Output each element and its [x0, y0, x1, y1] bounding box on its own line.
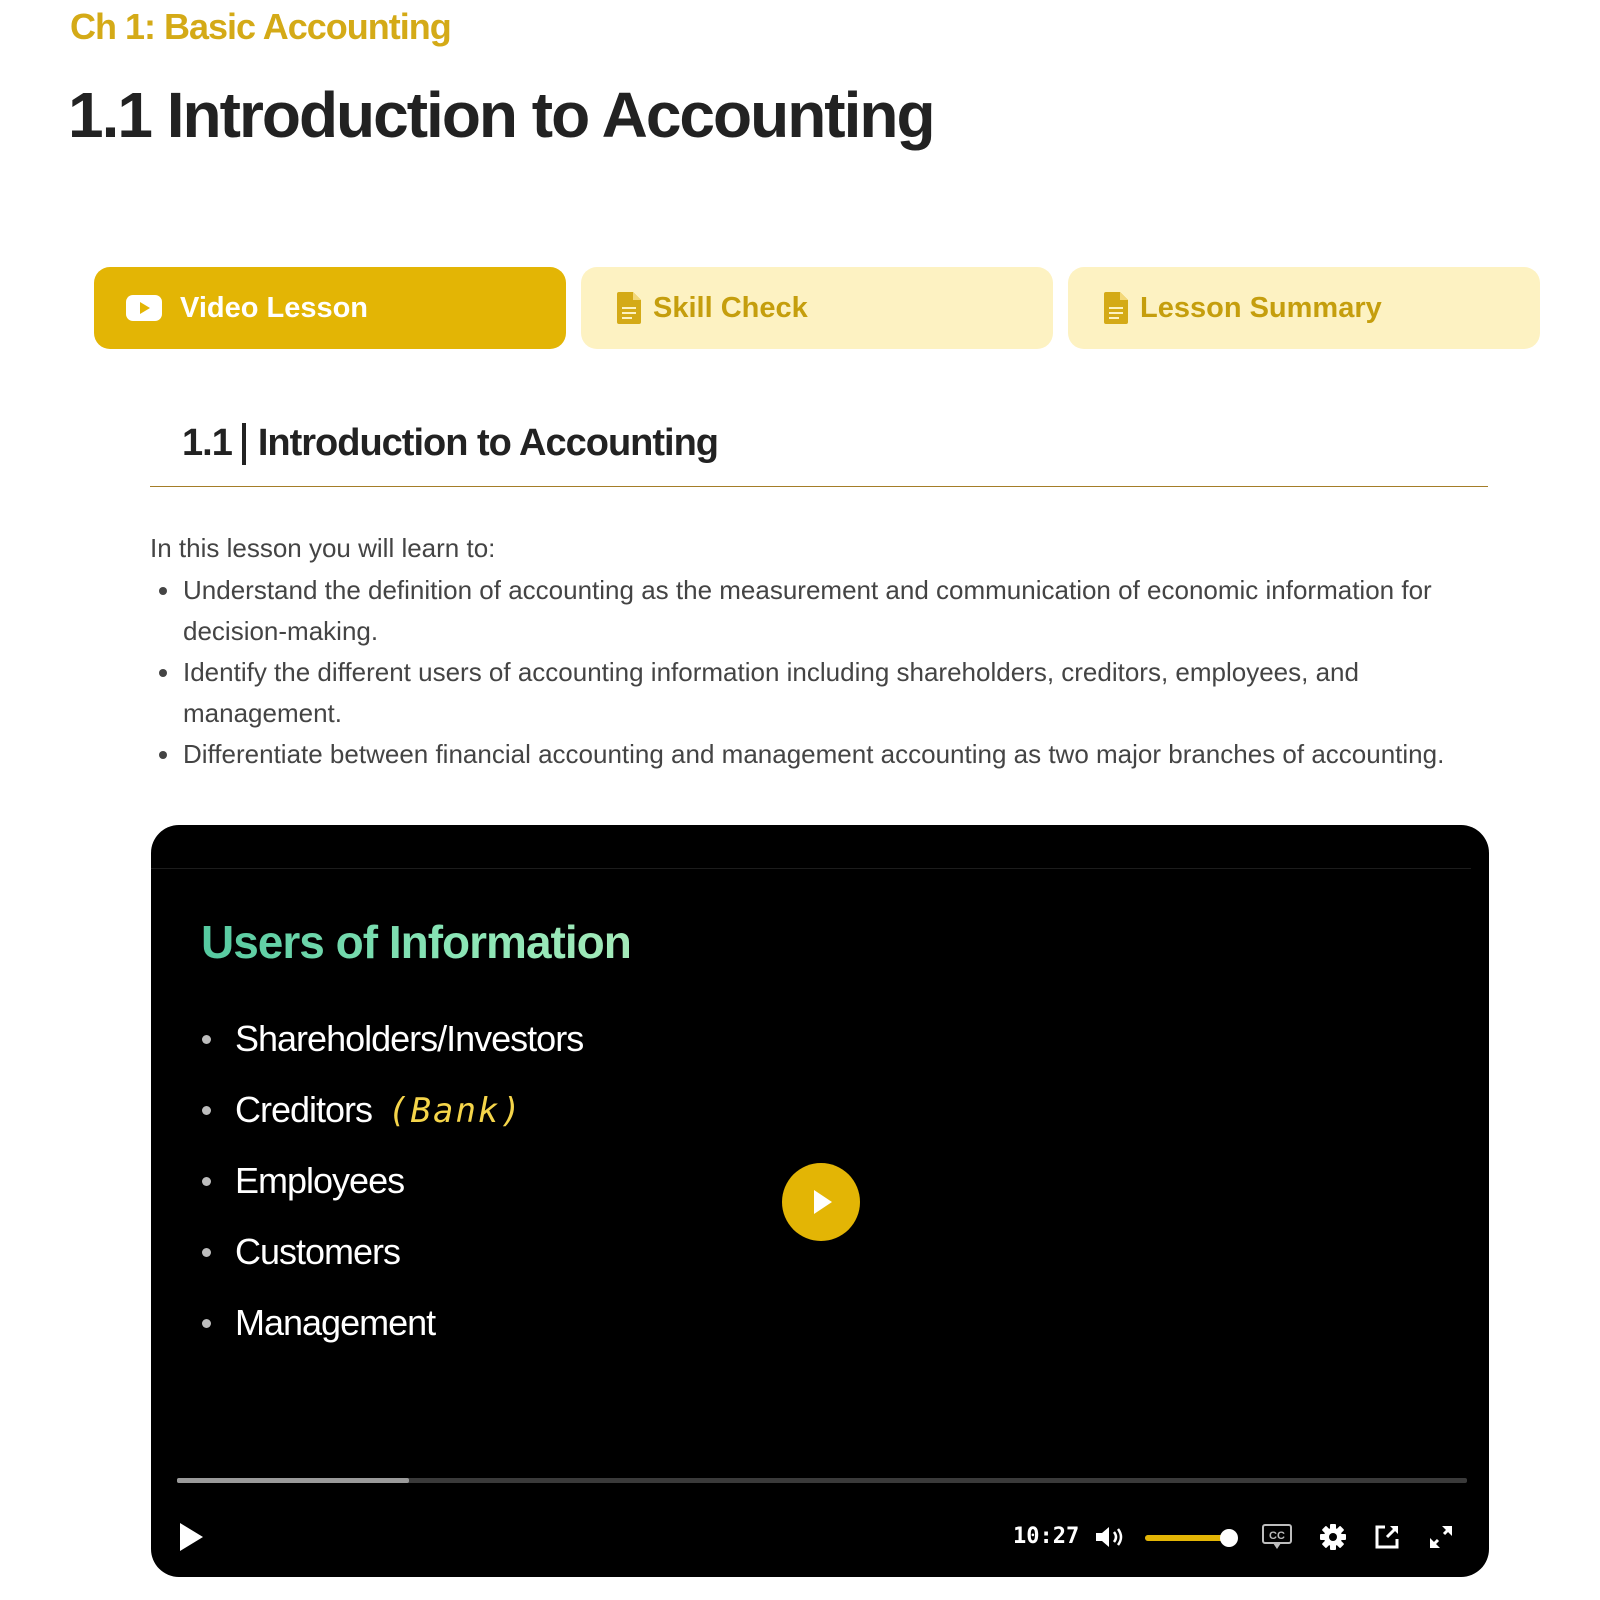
tab-video-lesson[interactable] — [94, 267, 566, 349]
chapter-label: Ch 1: Basic Accounting — [70, 6, 451, 47]
volume-slider[interactable] — [1145, 1535, 1233, 1541]
lesson-tabs — [94, 267, 1540, 349]
tab-label: Video Lesson — [180, 291, 369, 324]
cc-label: CC — [1269, 1530, 1285, 1542]
slide-list-item: Management — [201, 1287, 583, 1358]
heading-rule — [150, 486, 1488, 487]
play-button[interactable] — [173, 1515, 209, 1559]
objective-item: Understand the definition of accounting as the measurement and communication of economic information for decision-making. — [150, 570, 1490, 652]
progress-bar[interactable] — [177, 1478, 1467, 1483]
slide-list-item: Shareholders/Investors — [201, 1003, 583, 1074]
intro-text: In this lesson you will learn to: — [150, 533, 496, 563]
play-icon — [178, 1522, 204, 1552]
youtube-play-icon — [126, 295, 162, 321]
play-icon — [806, 1187, 836, 1217]
slide-list-item: Employees — [201, 1145, 583, 1216]
slide-item-text: Creditors — [235, 1089, 373, 1130]
mute-button[interactable] — [1091, 1515, 1131, 1559]
progress-played — [177, 1478, 409, 1483]
document-icon — [617, 292, 641, 324]
fullscreen-button[interactable] — [1421, 1515, 1461, 1559]
slide-list-item: Customers — [201, 1216, 583, 1287]
tab-label: Lesson Summary — [1140, 291, 1382, 324]
tab-lesson-summary[interactable] — [1068, 267, 1540, 349]
slide-list — [201, 1003, 583, 1358]
tab-skill-check[interactable] — [581, 267, 1053, 349]
objective-item: Differentiate between financial accounting and management accounting as two major branches of accounting. — [150, 734, 1490, 775]
tab-label: Skill Check — [653, 291, 808, 324]
section-number: 1.1 — [182, 422, 232, 464]
gear-icon — [1319, 1523, 1347, 1551]
video-controls — [151, 1515, 1489, 1559]
slide-list-item — [201, 1074, 583, 1145]
section-heading — [182, 422, 718, 465]
popout-button[interactable] — [1367, 1515, 1407, 1559]
handwritten-note: (Bank) — [388, 1091, 523, 1131]
learning-objectives — [150, 570, 1490, 775]
slide-title: Users of Information — [201, 916, 631, 968]
big-play-button[interactable] — [782, 1163, 860, 1241]
cc-icon — [1261, 1523, 1293, 1551]
heading-divider — [242, 423, 246, 465]
document-icon — [1104, 292, 1128, 324]
volume-knob[interactable] — [1220, 1529, 1238, 1547]
video-player[interactable] — [151, 825, 1489, 1577]
volume-level — [1145, 1535, 1229, 1541]
objective-item: Identify the different users of accounting information including shareholders, creditors, employees, and management. — [150, 652, 1490, 734]
captions-button[interactable] — [1257, 1515, 1297, 1559]
time-display: 10:27 — [1013, 1524, 1080, 1549]
fullscreen-icon — [1427, 1523, 1455, 1551]
section-title: Introduction to Accounting — [257, 422, 718, 464]
external-link-icon — [1373, 1523, 1401, 1551]
settings-button[interactable] — [1313, 1515, 1353, 1559]
slide-divider — [151, 868, 1471, 869]
volume-icon — [1094, 1524, 1128, 1550]
page-title: 1.1 Introduction to Accounting — [68, 79, 934, 151]
